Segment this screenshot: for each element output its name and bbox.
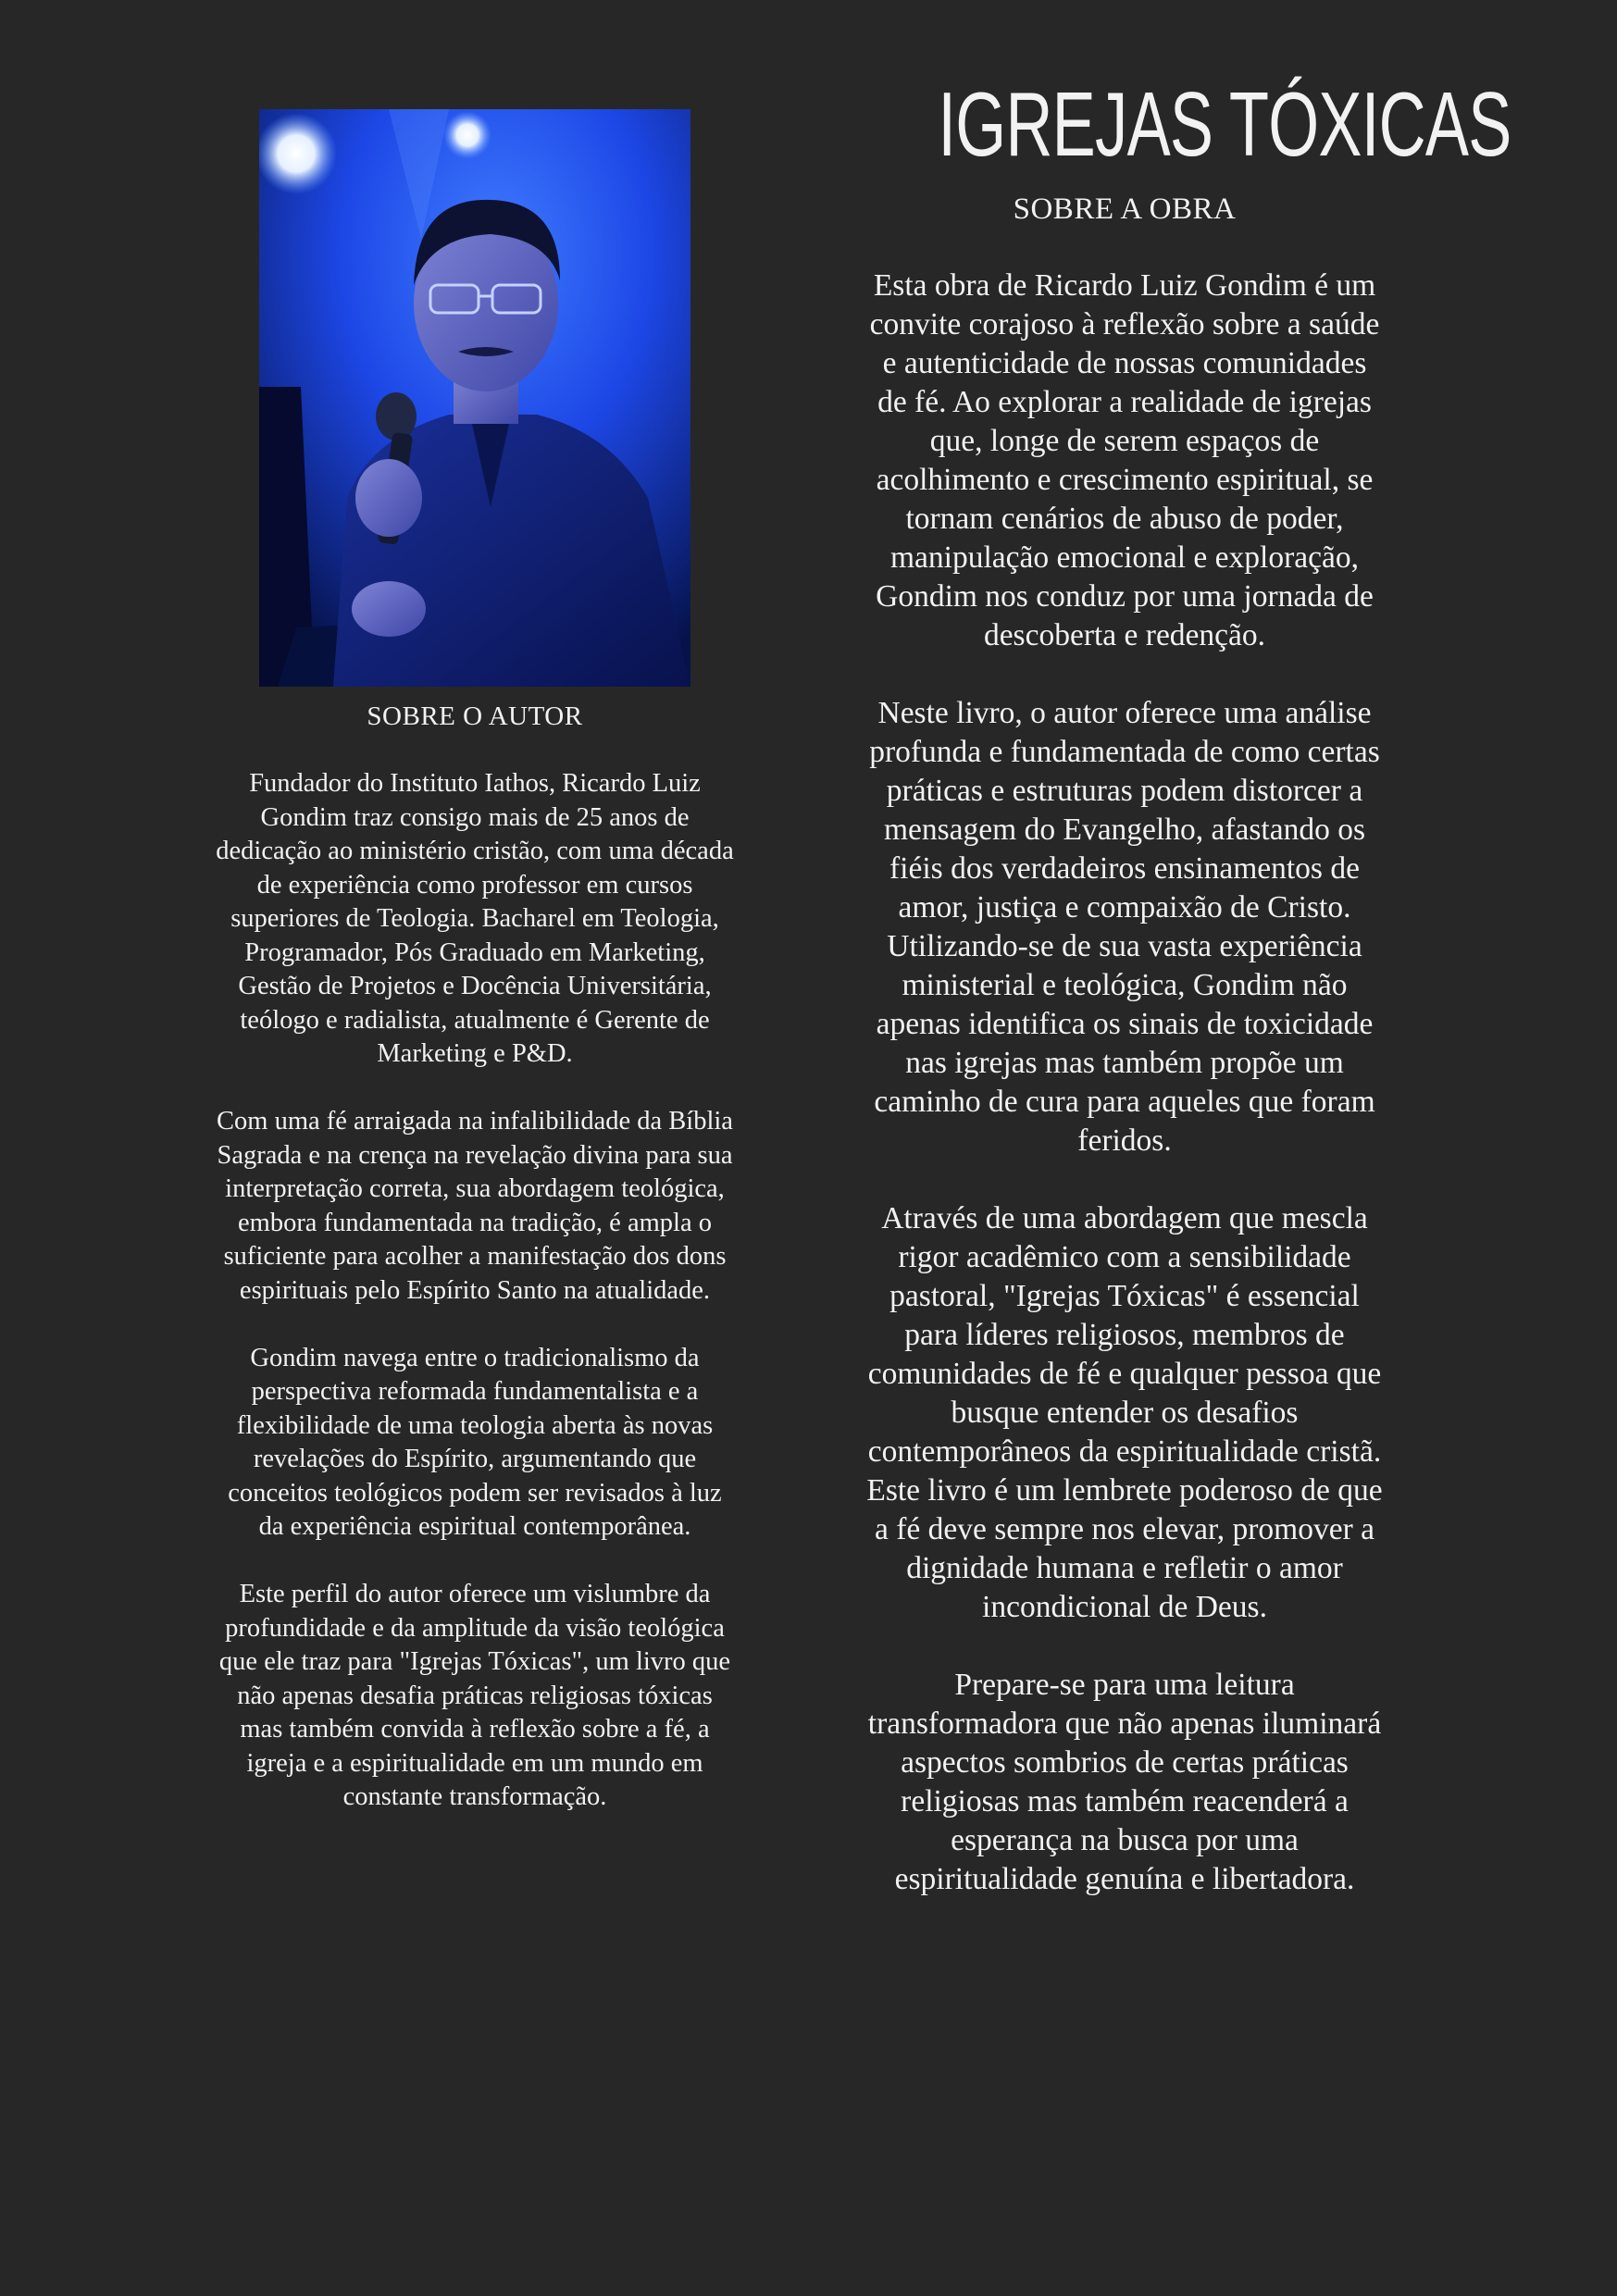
author-bio bbox=[213, 767, 737, 1815]
book-paragraph: Neste livro, o autor oferece uma análise profunda e fundamentada de como certas práticas e estruturas podem distorcer a mensagem do Evangelho, afastando os fiéis dos verdadeiros ensinamentos de amor, justiça e compaixão de Cristo. Utilizando-se de sua vasta experiência ministerial e teológica, Gondim não apenas identifica os sinais de toxicidade nas igrejas mas também propõe um caminho de cura para aqueles que foram feridos. bbox=[869, 696, 1380, 1158]
author-heading: SOBRE O AUTOR bbox=[367, 701, 583, 731]
book-paragraph: Esta obra de Ricardo Luiz Gondim é um convite corajoso à reflexão sobre a saúde e autenticidade de nossas comunidades de fé. Ao explorar a realidade de igrejas que, longe de serem espaços de acolhimento e crescimento espiritual, se tornam cenários de abuso de poder, manipulação emocional e exploração, Gondim nos conduz por uma jornada de descoberta e redenção. bbox=[869, 268, 1380, 652]
author-paragraph: Com uma fé arraigada na infalibilidade da Bíblia Sagrada e na crença na revelação divina para sua interpretação correta, sua abordagem teológica, embora fundamentada na tradição, é ampla o suficiente para acolher a manifestação dos dons espirituais pelo Espírito Santo na atualidade. bbox=[217, 1107, 733, 1305]
author-paragraph: Fundador do Instituto Iathos, Ricardo Luiz Gondim traz consigo mais de 25 anos de dedicação ao ministério cristão, com uma década de experiência como professor em cursos superiores de Teologia. Bacharel em Teologia, Programador, Pós Graduado em Marketing, Gestão de Projetos e Docência Universitária, teólogo e radialista, atualmente é Gerente de Marketing e P&D. bbox=[216, 769, 734, 1069]
book-paragraph: Prepare-se para uma leitura transformadora que não apenas iluminará aspectos sombrios de certas práticas religiosas mas também reacenderá a esperança na busca por uma espiritualidade genuína e libertadora. bbox=[867, 1668, 1382, 1896]
author-paragraph: Este perfil do autor oferece um vislumbre da profundidade e da amplitude da visão teológica que ele traz para "Igrejas Tóxicas", um livro que não apenas desafia práticas religiosas tóxicas mas também convida à reflexão sobre a fé, a igreja e a espiritualidade em um mundo em constante transformação. bbox=[218, 1580, 731, 1812]
book-heading: SOBRE A OBRA bbox=[1013, 192, 1237, 226]
book-title: IGREJAS TÓXICAS bbox=[938, 73, 1511, 175]
book-section bbox=[865, 72, 1511, 1899]
author-section bbox=[213, 109, 737, 1815]
author-photo bbox=[259, 109, 690, 687]
book-paragraph: Através de uma abordagem que mescla rigor acadêmico com a sensibilidade pastoral, "Igrejas Tóxicas" é essencial para líderes religiosos, membros de comunidades de fé e qualquer pessoa que busque entender os desafios contemporâneos da espiritualidade cristã. Este livro é um lembrete poderoso de que a fé deve sempre nos elevar, promover a dignidade humana e refletir o amor incondicional de Deus. bbox=[866, 1201, 1383, 1624]
author-paragraph: Gondim navega entre o tradicionalismo da perspectiva reformada fundamentalista e a flexibilidade de uma teologia aberta às novas revelações do Espírito, argumentando que conceitos teológicos podem ser revisados à luz da experiência espiritual contemporânea. bbox=[228, 1343, 722, 1542]
book-synopsis bbox=[865, 267, 1384, 1899]
